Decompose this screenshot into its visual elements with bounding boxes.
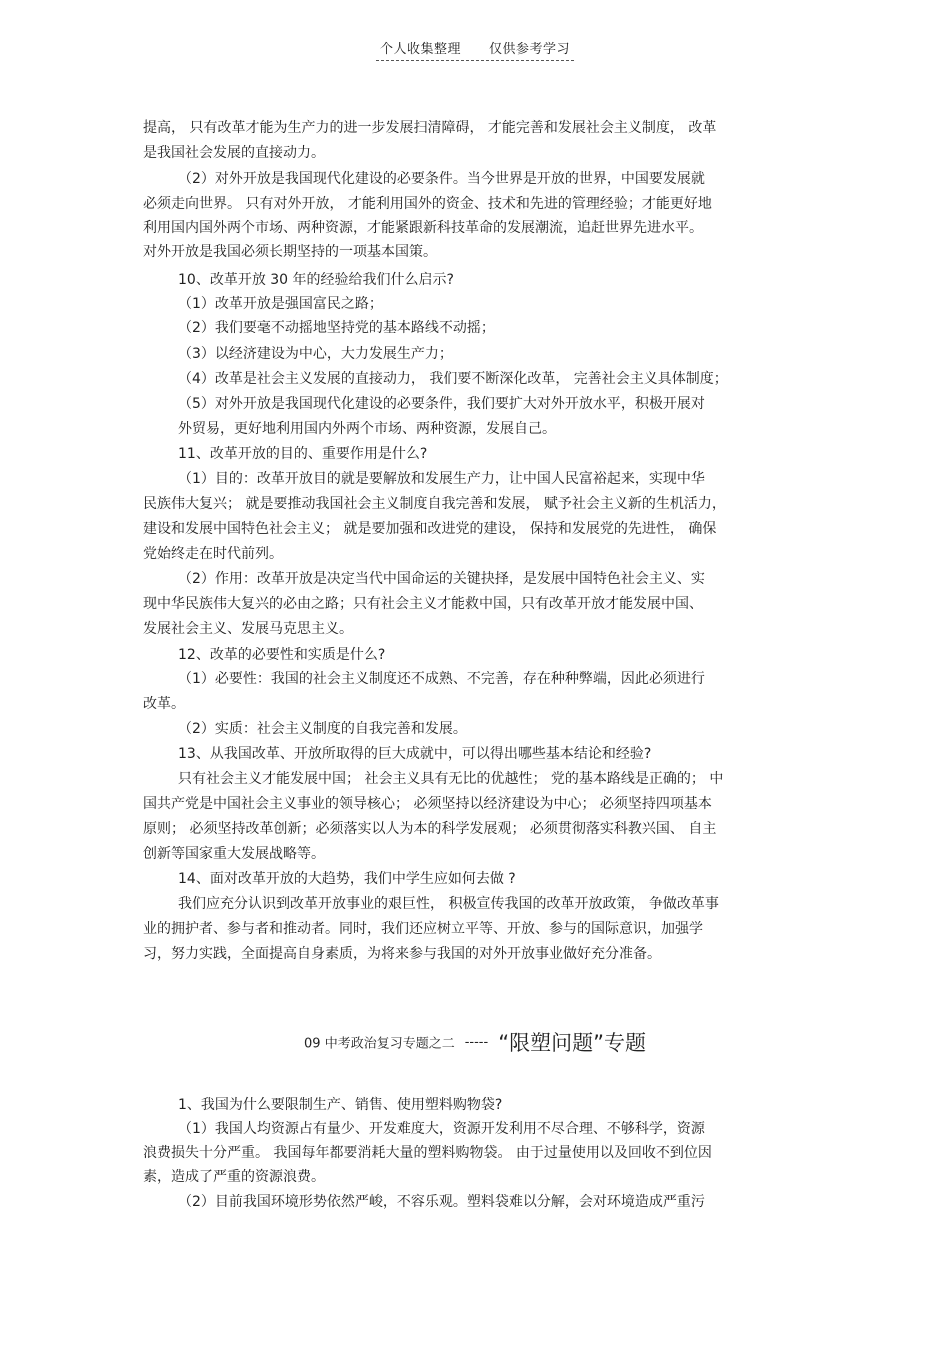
text-line: 提高， 只有改革才能为生产力的进一步发展扫清障碍， 才能完善和发展社会主义制度， 改革 (143, 120, 717, 136)
text-line: （2）对外开放是我国现代化建设的必要条件。当今世界是开放的世界，中国要发展就 (178, 171, 705, 187)
text-line: 改革。 (143, 696, 185, 712)
text-line: 习，努力实践，全面提高自身素质，为将来参与我国的对外开放事业做好充分准备。 (143, 946, 661, 962)
text-line: 现中华民族伟大复兴的必由之路；只有社会主义才能救中国，只有改革开放才能发展中国、 (143, 596, 703, 612)
text-line: 民族伟大复兴； 就是要推动我国社会主义制度自我完善和发展， 赋予社会主义新的生机活力， (143, 496, 726, 512)
text-line: （2）实质：社会主义制度的自我完善和发展。 (178, 721, 467, 737)
section-title-main: “限塑问题”专题 (498, 1031, 646, 1055)
text-line: 只有社会主义才能发展中国； 社会主义具有无比的优越性； 党的基本路线是正确的； 中 (178, 771, 724, 787)
question-heading: 14、面对改革开放的大趋势，我们中学生应如何去做 ? (178, 871, 516, 887)
question-heading: 11、改革开放的目的、重要作用是什么? (178, 446, 428, 462)
text-line: （1）必要性：我国的社会主义制度还不成熟、不完善，存在种种弊端，因此必须进行 (178, 671, 705, 687)
text-line: （2）我们要毫不动摇地坚持党的基本路线不动摇； (178, 320, 495, 336)
text-line: 浪费损失十分严重。 我国每年都要消耗大量的塑料购物袋。 由于过量使用以及回收不到位因 (143, 1145, 712, 1161)
text-line: 创新等国家重大发展战略等。 (143, 846, 325, 862)
text-line: 发展社会主义、发展马克思主义。 (143, 621, 353, 637)
text-line: （5）对外开放是我国现代化建设的必要条件，我们要扩大对外开放水平，积极开展对 (178, 396, 705, 412)
section-title-dash: ----- (464, 1034, 489, 1050)
text-line: 必须走向世界。 只有对外开放， 才能利用国外的资金、技术和先进的管理经验；才能更好地 (143, 196, 712, 212)
question-heading: 10、改革开放 30 年的经验给我们什么启示? (178, 272, 454, 288)
question-heading: 12、改革的必要性和实质是什么? (178, 647, 386, 663)
text-line: （1）目的：改革开放目的就是要解放和发展生产力，让中国人民富裕起来，实现中华 (178, 471, 705, 487)
text-line: 素，造成了严重的资源浪费。 (143, 1169, 325, 1185)
question-heading: 1、我国为什么要限制生产、销售、使用塑料购物袋? (178, 1097, 503, 1113)
text-line: 对外开放是我国必须长期坚持的一项基本国策。 (143, 244, 437, 260)
section-title (0, 1027, 950, 1057)
text-line: 原则； 必须坚持改革创新；必须落实以人为本的科学发展观； 必须贯彻落实科教兴国、 自主 (143, 821, 717, 837)
header-left: 个人收集整理 (379, 42, 461, 57)
question-heading: 13、从我国改革、开放所取得的巨大成就中，可以得出哪些基本结论和经验? (178, 746, 652, 762)
text-line: 党始终走在时代前列。 (143, 546, 283, 562)
header-underline (376, 38, 574, 61)
text-line: 是我国社会发展的直接动力。 (143, 145, 325, 161)
header-right: 仅供参考学习 (489, 42, 571, 57)
text-line: （4）改革是社会主义发展的直接动力， 我们要不断深化改革， 完善社会主义具体制度； (178, 371, 728, 387)
section-title-prefix: 09 中考政治复习专题之二 (304, 1036, 455, 1052)
text-line: 业的拥护者、参与者和推动者。同时，我们还应树立平等、开放、参与的国际意识，加强学 (143, 921, 703, 937)
text-line: 我们应充分认识到改革开放事业的艰巨性， 积极宣传我国的改革开放政策， 争做改革事 (178, 896, 719, 912)
text-line: （1）我国人均资源占有量少、开发难度大，资源开发利用不尽合理、不够科学，资源 (178, 1121, 705, 1137)
text-line: （2）目前我国环境形势依然严峻，不容乐观。塑料袋难以分解，会对环境造成严重污 (178, 1194, 705, 1210)
text-line: 建设和发展中国特色社会主义； 就是要加强和改进党的建设， 保持和发展党的先进性， 确保 (143, 521, 717, 537)
text-line: 外贸易，更好地利用国内外两个市场、两种资源，发展自己。 (178, 421, 556, 437)
page-header (0, 38, 950, 61)
text-line: （3）以经济建设为中心，大力发展生产力； (178, 346, 453, 362)
text-line: （2）作用：改革开放是决定当代中国命运的关键抉择，是发展中国特色社会主义、实 (178, 571, 705, 587)
text-line: 国共产党是中国社会主义事业的领导核心； 必须坚持以经济建设为中心； 必须坚持四项基本 (143, 796, 712, 812)
text-line: 利用国内国外两个市场、两种资源，才能紧跟新科技革命的发展潮流，追赶世界先进水平。 (143, 220, 703, 236)
text-line: （1）改革开放是强国富民之路； (178, 296, 383, 312)
